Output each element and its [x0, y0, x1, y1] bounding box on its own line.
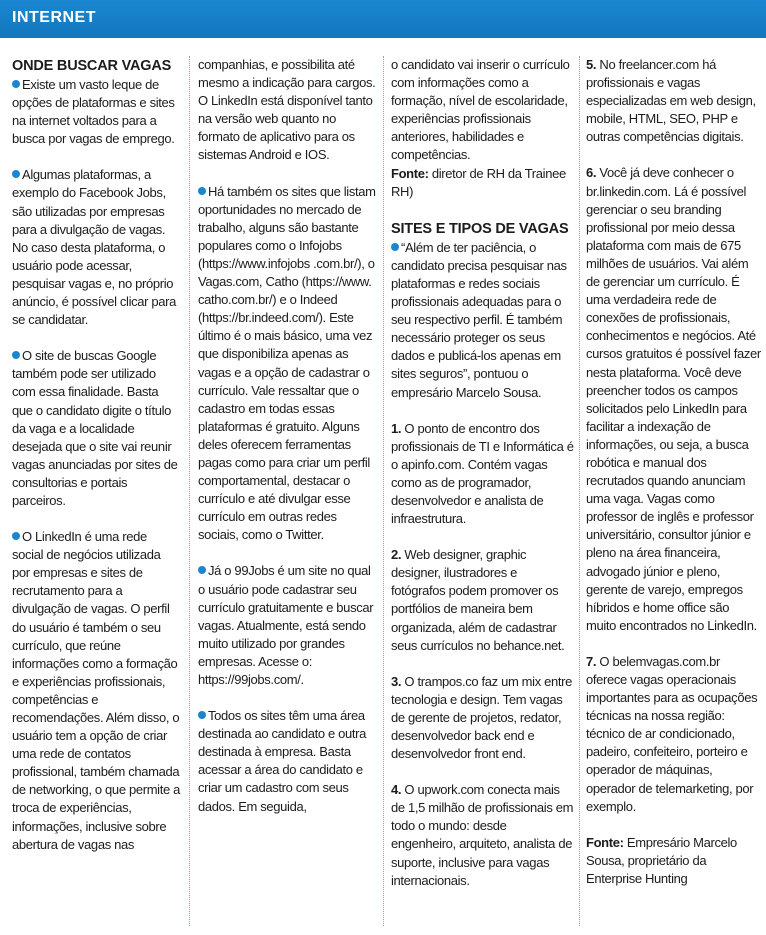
bullet-dot-icon — [391, 243, 399, 251]
paragraph: O site de buscas Google também pode ser utilizado com essa finalidade. Basta que o candidato digite o título da vaga e a localidade desejada que o site vai reunir vagas anunciadas por sites de consultorias e portais parceiros. — [12, 348, 178, 508]
source-note: Fonte: diretor de RH da Trainee RH) — [391, 165, 566, 199]
paragraph: Já o 99Jobs é um site no qual o usuário pode cadastrar seu currículo gratuitamente e buscar vagas. Atualmente, está sendo muito utilizado por grandes empresas. Acesse o: https://99jobs.com/. — [198, 563, 374, 687]
paragraph: Algumas plataformas, a exemplo do Facebook Jobs, são utilizadas por empresas para a divulgação de vagas. No caso desta plataforma, o usuário pode acessar, pesquisar vagas e, no próprio anúncio, é possível clicar para se candidatar. — [12, 167, 177, 328]
paragraph: o candidato vai inserir o currículo com informações como a formação, nível de escolaridade, experiências profissionais anteriores, habilidades e competências. — [391, 57, 570, 163]
bullet-dot-icon — [198, 711, 206, 719]
list-item: 7. O belemvagas.com.br oferece vagas operacionais importantes para as ocupações técnicas na nossa região: técnico de ar condicionado, padeiro, confeiteiro, porteiro e operador de máquinas, operador de telemarketing, por exemplo. — [586, 653, 758, 814]
list-item: 6. Você já deve conhecer o br.linkedin.com. Lá é possível gerenciar o seu branding profissional por meio dessa plataforma com mais de 675 milhões de usuários. Vai além de gerenciar um currículo. É uma verdadeira rede de conexões de profissionais, conhecimentos e negócios. Até cursos gratuitos é possível fazer nesta plataforma. Você deve preencher todos os campos solicitados pelo LinkedIn para facilitar a indexação de informações, ou seja, a busca robótica e manual dos recrutados quando anunciam uma vaga. Vagas como professor de inglês e professor universitário, consultor júnior e pleno na área financeira, advogado júnior e pleno, gerente de varejo, empregos híbridos e home office são muito encontrados no LinkedIn. — [586, 165, 761, 633]
source-note: Fonte: Empresário Marcelo Sousa, proprietário da Enterprise Hunting — [586, 834, 737, 886]
column-4 — [586, 56, 762, 888]
column-3 — [391, 56, 574, 890]
paragraph: companhias, e possibilita até mesmo a indicação para cargos. O LinkedIn está disponível tanto na versão web quanto no formato de aplicativo para os sistemas Android e IOS. — [198, 57, 376, 163]
bullet-dot-icon — [12, 532, 20, 540]
paragraph: Todos os sites têm uma área destinada ao candidato e outra destinada à empresa. Basta acessar a área do candidato e criar um cadastro com seus dados. Em seguida, — [198, 708, 367, 814]
section-header — [0, 0, 766, 38]
column-divider — [383, 56, 384, 926]
bullet-dot-icon — [12, 80, 20, 88]
list-item: 1. O ponto de encontro dos profissionais de TI e Informática é o apinfo.com. Contém vagas como as de programador, desenvolvedor e analista de infraestrutura. — [391, 420, 574, 527]
column-2 — [198, 56, 376, 816]
column-divider — [189, 56, 190, 926]
paragraph: O LinkedIn é uma rede social de negócios utilizada por empresas e sites de recrutamento para a divulgação de vagas. O perfil do usuário é também o seu currículo, que reúne informações como a formação e experiências profissionais, competências e recomendações. Além disso, o usuário tem a opção de criar uma rede de contatos profissional, também chamada de networking, o que permite a troca de experiências, informações, inclusive sobre abertura de vagas nas — [12, 529, 180, 852]
list-item: 3. O trampos.co faz um mix entre tecnologia e design. Tem vagas de gerente de projetos, redator, desenvolvedor back end e desenvolvedor front end. — [391, 673, 572, 762]
bullet-dot-icon — [12, 170, 20, 178]
section-heading: SITES E TIPOS DE VAGAS — [391, 220, 569, 237]
bullet-dot-icon — [198, 566, 206, 574]
bullet-dot-icon — [12, 351, 20, 359]
column-divider — [579, 56, 580, 926]
list-item: 2. Web designer, graphic designer, ilustradores e fotógrafos podem promover os portfólios de maneira bem organizada, além de cadastrar seus currículos no behance.net. — [391, 547, 565, 653]
section-heading: ONDE BUSCAR VAGAS — [12, 58, 172, 74]
list-item: 5. No freelancer.com há profissionais e vagas especializadas em web design, mobile, HTML, SEO, PHP e outras competências digitais. — [586, 57, 756, 145]
paragraph: Existe um vasto leque de opções de plataformas e sites na internet voltados para a busca por vagas de emprego. — [12, 77, 175, 147]
paragraph: “Além de ter paciência, o candidato precisa pesquisar nas plataformas e redes sociais profissionais adequadas para o seu respectivo perfil. É também necessário proteger os seus dados e publicá-los apenas em sites seguros”, pontuou o empresário Marcelo Sousa. — [391, 239, 567, 400]
column-1 — [12, 56, 180, 854]
section-tab: INTERNET — [12, 9, 96, 26]
bullet-dot-icon — [198, 187, 206, 195]
list-item: 4. O upwork.com conecta mais de 1,5 milhão de profissionais em todo o mundo: desde engenheiro, arquiteto, analista de suporte, inclusive para vagas internacionais. — [391, 782, 574, 888]
paragraph: Há também os sites que listam oportunidades no mercado de trabalho, alguns são bastante populares como o Infojobs (https://www.infojobs .com.br/), o Vagas.com, Catho (https://www. catho.com.br/) e o Indeed (https://br.indeed.com/). Este último é o mais básico, uma vez que disponibiliza apenas as vagas e a opção de cadastrar o currículo. Vale ressaltar que o cadastro em todas essas plataformas é gratuito. Alguns deles oferecem ferramentas pagas como para criar um perfil comportamental, destacar o currículo e até divulgar esse currículo em outras redes sociais, como o Twitter. — [198, 183, 376, 543]
